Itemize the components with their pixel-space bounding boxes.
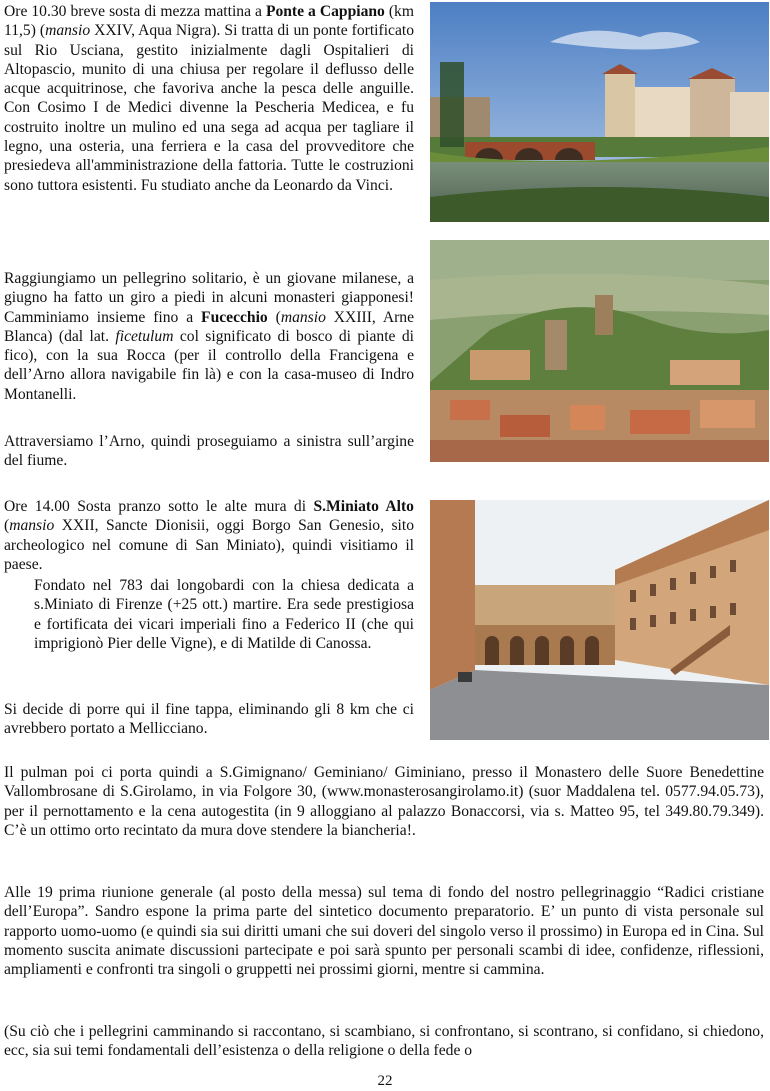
photo-san-miniato (430, 500, 769, 740)
paragraph-fucecchio: Raggiungiamo un pellegrino solitario, è un giovane milanese, a giugno ha fatto un giro a piedi in alcuni monasteri giapponesi! Camminiamo insieme fino a Fucecchio (mansio XXIII, Arne Blanca) (dal lat. ficetulum col significato di bosco di piante di fico), con la sua Rocca (per il controllo della Francigena e dell’Arno allora navigabile fin là) e con la casa-museo di Indro Montanelli. (4, 270, 415, 403)
place-ponte-a-cappiano: Ponte a Cappiano (265, 3, 385, 20)
paragraph-ponte-a-cappiano: Ore 10.30 breve sosta di mezza mattina a Ponte a Cappiano (km 11,5) (mansio XXIV, Aqua Nigra). Si tratta di un ponte fortificato sul Rio Usciana, gestito inizialmente dagli Ospitalieri di Altopascio, munito di una chiusa per regolare il deflusso delle acque acquitrinose, che favoriva anche la pesca delle anguille. Con Cosimo I de Medici divenne la Pescheria Medicea, e fu costruito inoltre un mulino ed una sega ad acqua per tagliare il legno, una osteria, una ferriera e la casa del provveditore che presiedeva all'amministrazione della fattoria. Tutte le costruzioni sono tuttora esistenti. Fu studiato anche da Leonardo da Vinci. (4, 3, 414, 194)
paragraph-san-miniato: Ore 14.00 Sosta pranzo sotto le alte mura di S.Miniato Alto (mansio XXII, Sancte Dionisii, oggi Borgo San Genesio, sito archeologico nel comune di San Miniato), quindi visitiamo il paese. (4, 498, 414, 573)
place-san-miniato: S.Miniato Alto (313, 498, 414, 515)
paragraph-history: Fondato nel 783 dai longobardi con la chiesa dedicata a s.Miniato di Firenze (+25 ott.) martire. Era sede prestigiosa e fortificata dei vicari imperiali fino a Federico II (che qui imprigionò Pier delle Vigne), e di Matilde di Canossa. (34, 577, 414, 652)
paragraph-arno: Attraversiamo l’Arno, quindi proseguiamo a sinistra sull’argine del fiume. (4, 433, 414, 470)
place-fucecchio: Fucecchio (201, 308, 268, 326)
paragraph-riunione: Alle 19 prima riunione generale (al posto della messa) sul tema di fondo del nostro pellegrinaggio “Radici cristiane dell’Europa”. Sandro espone la prima parte del sintetico documento preparatorio. E’ un punto di vista personale sul rapporto uomo-uomo (e quindi sia sui diritti umani che sui doveri del singolo verso il prossimo) in Europa ed in Cina. Sul momento suscita animate discussioni partecipate e poi sarà spunto per personali scambi di idee, confidenze, riflessioni, ampliamenti e confronti tra singoli o gruppetti nei prossimi giorni, mentre si cammina. (4, 884, 764, 979)
paragraph-pellegrini: (Su ciò che i pellegrini camminando si raccontano, si scambiano, si confrontano, si scontrano, si confidano, si chiedono, ecc, sia sui temi fondamentali dell’esistenza o della religione o della fede o (4, 1023, 764, 1060)
page-number: 22 (377, 1073, 393, 1089)
paragraph-fine-tappa: Si decide di porre qui il fine tappa, eliminando gli 8 km che ci avrebbero portato a Mellicciano. (4, 701, 414, 738)
photo-ponte-a-cappiano (430, 2, 769, 222)
photo-fucecchio (430, 240, 769, 462)
paragraph-s-gimignano: Il pulman poi ci porta quindi a S.Gimignano/ Geminiano/ Giminiano, presso il Monastero delle Suore Benedettine Vallombrosane di S.Girolamo, in via Folgore 30, (www.monasterosangirolamo.it) (suor Maddalena tel. 0577.94.05.73), per il pernottamento e la cena autogestita (in 9 alloggiano al palazzo Bonaccorsi, via s. Matteo 95, tel 349.80.79.349). C’è un ottimo orto recintato da mura dove stendere la biancheria!. (4, 764, 764, 839)
